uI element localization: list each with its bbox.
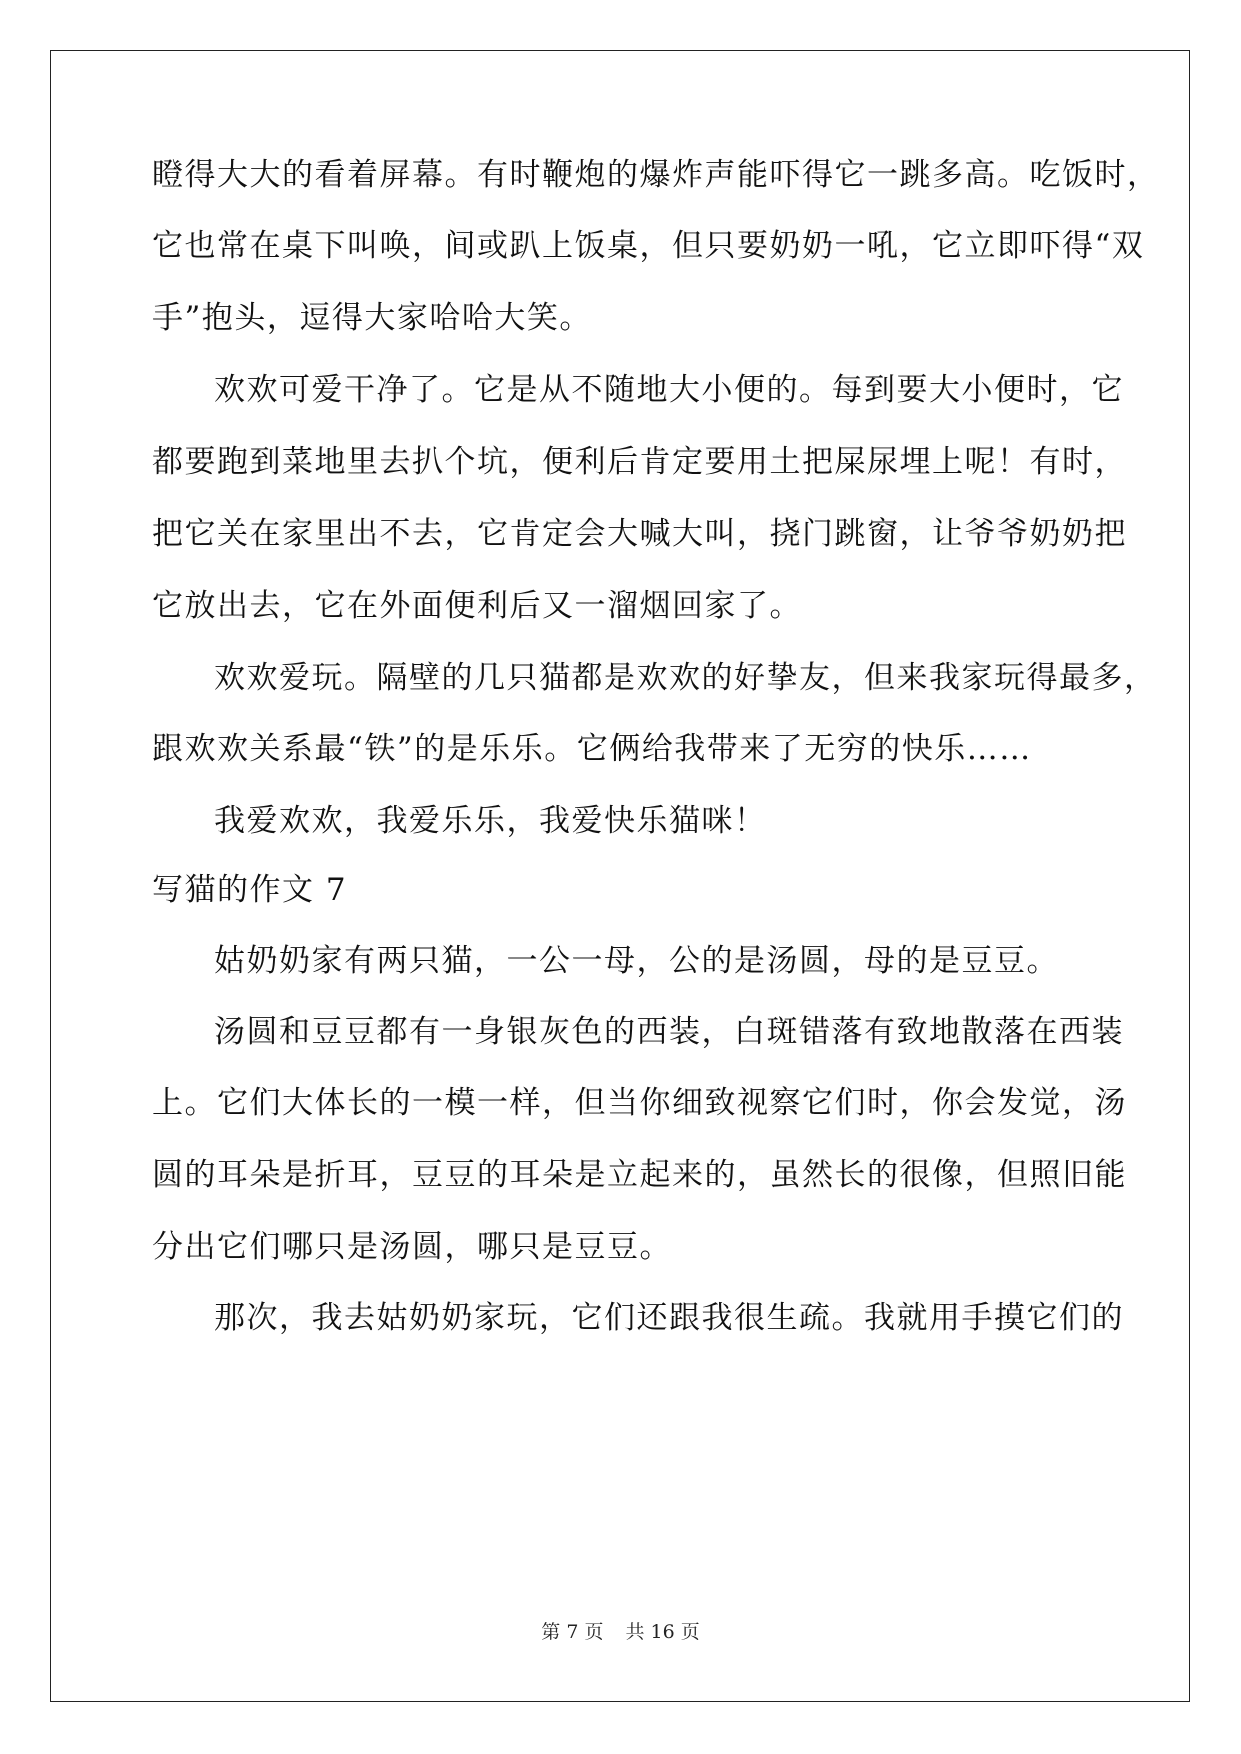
page-footer	[0, 1620, 1241, 1644]
text-line: 把它关在家里出不去，它肯定会大喊大叫，挠门跳窗，让爷爷奶奶把	[152, 516, 1127, 552]
paragraph-start-line: 欢欢爱玩。隔壁的几只猫都是欢欢的好挚友，但来我家玩得最多，	[214, 660, 1157, 696]
paragraph-start-line: 我爱欢欢，我爱乐乐，我爱快乐猫咪！	[214, 803, 767, 839]
text-line: 圆的耳朵是折耳，豆豆的耳朵是立起来的，虽然长的很像，但照旧能	[152, 1157, 1127, 1193]
text-line: 瞪得大大的看着屏幕。有时鞭炮的爆炸声能吓得它一跳多高。吃饭时，	[152, 157, 1160, 193]
text-line: 它放出去，它在外面便利后又一溜烟回家了。	[152, 588, 802, 624]
text-line: 手”抱头，逗得大家哈哈大笑。	[152, 300, 592, 336]
text-line: 上。它们大体长的一模一样，但当你细致视察它们时，你会发觉，汤	[152, 1085, 1127, 1121]
section-heading: 写猫的作文 7	[152, 872, 348, 908]
text-line: 它也常在桌下叫唤，间或趴上饭桌，但只要奶奶一吼，它立即吓得“双	[152, 228, 1145, 264]
paragraph-start-line: 那次，我去姑奶奶家玩，它们还跟我很生疏。我就用手摸它们的	[214, 1300, 1124, 1336]
text-line: 跟欢欢关系最“铁”的是乐乐。它俩给我带来了无穷的快乐……	[152, 731, 1032, 767]
paragraph-start-line: 汤圆和豆豆都有一身银灰色的西装，白斑错落有致地散落在西装	[214, 1014, 1124, 1050]
text-line: 分出它们哪只是汤圆，哪只是豆豆。	[152, 1229, 672, 1265]
page-number: 第 7 页	[541, 1621, 604, 1643]
paragraph-start-line: 欢欢可爱干净了。它是从不随地大小便的。每到要大小便时，它	[214, 372, 1124, 408]
page-total: 共 16 页	[625, 1621, 700, 1643]
text-line: 都要跑到菜地里去扒个坑，便利后肯定要用土把屎尿埋上呢！有时，	[152, 444, 1127, 480]
paragraph-start-line: 姑奶奶家有两只猫，一公一母，公的是汤圆，母的是豆豆。	[214, 943, 1059, 979]
